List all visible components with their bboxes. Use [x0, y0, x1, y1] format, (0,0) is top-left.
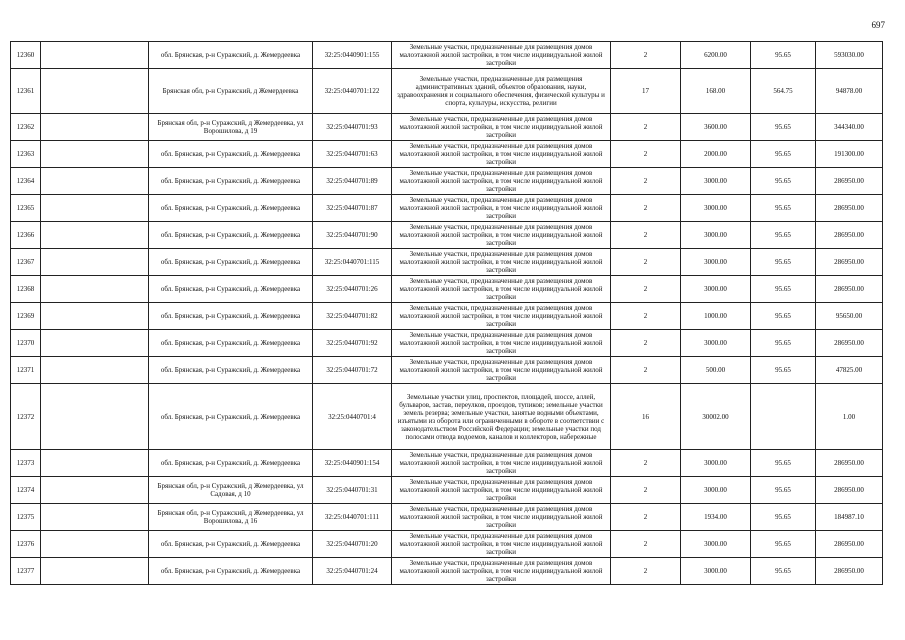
row-id-cell: 12374 [11, 477, 41, 504]
group-cell: 2 [611, 141, 681, 168]
land-use-cell: Земельные участки улиц, проспектов, площадей, шоссе, аллей, бульваров, застав, переулков, проездов, тупиков; земельные участки земель резерва; земельные участки, занятые водными объектами, изъятыми из оборота или ограниченными в обороте в соответствии с законодательством Российской Федерации; земельные участки под полосами отвода водоемов, каналов и коллекторов, набережные [392, 384, 611, 450]
table-row [11, 141, 883, 168]
area-cell: 6200.00 [681, 42, 751, 69]
area-cell: 3000.00 [681, 168, 751, 195]
address-cell: обл. Брянская, р-н Суражский, д. Жемердеевка [149, 531, 313, 558]
area-cell: 3000.00 [681, 450, 751, 477]
address-cell: Брянская обл, р-н Суражский, д Жемердеевка, ул Садовая, д 10 [149, 477, 313, 504]
cadastral-value-cell: 286950.00 [816, 222, 883, 249]
specific-value-cell: 95.65 [751, 249, 816, 276]
cadastral-value-cell: 286950.00 [816, 477, 883, 504]
area-cell: 1000.00 [681, 303, 751, 330]
area-cell: 3000.00 [681, 558, 751, 585]
blank-cell [41, 69, 149, 114]
address-cell: обл. Брянская, р-н Суражский, д. Жемердеевка [149, 384, 313, 450]
address-cell: обл. Брянская, р-н Суражский, д. Жемердеевка [149, 303, 313, 330]
row-id-cell: 12377 [11, 558, 41, 585]
row-id-cell: 12375 [11, 504, 41, 531]
row-id-cell: 12361 [11, 69, 41, 114]
cadastral-number-cell: 32:25:0440701:4 [313, 384, 392, 450]
land-use-cell: Земельные участки, предназначенные для размещения домов малоэтажной жилой застройки, в том числе индивидуальной жилой застройки [392, 195, 611, 222]
area-cell: 3000.00 [681, 276, 751, 303]
group-cell: 2 [611, 249, 681, 276]
address-cell: обл. Брянская, р-н Суражский, д. Жемердеевка [149, 222, 313, 249]
blank-cell [41, 504, 149, 531]
land-use-cell: Земельные участки, предназначенные для размещения домов малоэтажной жилой застройки, в том числе индивидуальной жилой застройки [392, 558, 611, 585]
land-use-cell: Земельные участки, предназначенные для размещения домов малоэтажной жилой застройки, в том числе индивидуальной жилой застройки [392, 330, 611, 357]
specific-value-cell: 95.65 [751, 357, 816, 384]
group-cell: 2 [611, 168, 681, 195]
specific-value-cell: 95.65 [751, 303, 816, 330]
blank-cell [41, 195, 149, 222]
group-cell: 2 [611, 450, 681, 477]
cadastral-value-cell: 94878.00 [816, 69, 883, 114]
cadastral-value-cell: 286950.00 [816, 450, 883, 477]
cadastral-number-cell: 32:25:0440701:90 [313, 222, 392, 249]
blank-cell [41, 276, 149, 303]
cadastral-number-cell: 32:25:0440701:26 [313, 276, 392, 303]
table-body [11, 42, 883, 585]
address-cell: обл. Брянская, р-н Суражский, д. Жемердеевка [149, 195, 313, 222]
area-cell: 3000.00 [681, 531, 751, 558]
area-cell: 500.00 [681, 357, 751, 384]
cadastral-value-cell: 47825.00 [816, 357, 883, 384]
blank-cell [41, 477, 149, 504]
land-use-cell: Земельные участки, предназначенные для размещения домов малоэтажной жилой застройки, в том числе индивидуальной жилой застройки [392, 357, 611, 384]
address-cell: обл. Брянская, р-н Суражский, д. Жемердеевка [149, 330, 313, 357]
blank-cell [41, 450, 149, 477]
table-row [11, 69, 883, 114]
address-cell: обл. Брянская, р-н Суражский, д. Жемердеевка [149, 276, 313, 303]
table-row [11, 558, 883, 585]
table-row [11, 303, 883, 330]
cadastral-value-cell: 286950.00 [816, 168, 883, 195]
blank-cell [41, 531, 149, 558]
land-use-cell: Земельные участки, предназначенные для размещения домов малоэтажной жилой застройки, в том числе индивидуальной жилой застройки [392, 168, 611, 195]
cadastral-number-cell: 32:25:0440701:115 [313, 249, 392, 276]
cadastral-value-cell: 286950.00 [816, 558, 883, 585]
cadastral-number-cell: 32:25:0440901:154 [313, 450, 392, 477]
group-cell: 16 [611, 384, 681, 450]
table-row [11, 42, 883, 69]
table-row [11, 330, 883, 357]
group-cell: 2 [611, 276, 681, 303]
cadastral-value-cell: 286950.00 [816, 276, 883, 303]
table-row [11, 384, 883, 450]
specific-value-cell [751, 384, 816, 450]
cadastral-value-cell: 95650.00 [816, 303, 883, 330]
cadastral-number-cell: 32:25:0440701:122 [313, 69, 392, 114]
land-use-cell: Земельные участки, предназначенные для размещения домов малоэтажной жилой застройки, в том числе индивидуальной жилой застройки [392, 42, 611, 69]
specific-value-cell: 95.65 [751, 114, 816, 141]
cadastral-value-cell: 286950.00 [816, 330, 883, 357]
group-cell: 2 [611, 504, 681, 531]
cadastral-number-cell: 32:25:0440701:89 [313, 168, 392, 195]
blank-cell [41, 330, 149, 357]
table-row [11, 114, 883, 141]
specific-value-cell: 95.65 [751, 477, 816, 504]
cadastral-number-cell: 32:25:0440701:24 [313, 558, 392, 585]
cadastral-number-cell: 32:25:0440701:82 [313, 303, 392, 330]
table-row [11, 357, 883, 384]
cadastral-value-cell: 593030.00 [816, 42, 883, 69]
row-id-cell: 12363 [11, 141, 41, 168]
address-cell: обл. Брянская, р-н Суражский, д. Жемердеевка [149, 357, 313, 384]
group-cell: 2 [611, 114, 681, 141]
group-cell: 2 [611, 222, 681, 249]
row-id-cell: 12367 [11, 249, 41, 276]
land-use-cell: Земельные участки, предназначенные для размещения административных зданий, объектов образования, науки, здравоохранения и социального обеспечения, физической культуры и спорта, культуры, искусства, религии [392, 69, 611, 114]
blank-cell [41, 168, 149, 195]
blank-cell [41, 384, 149, 450]
land-use-cell: Земельные участки, предназначенные для размещения домов малоэтажной жилой застройки, в том числе индивидуальной жилой застройки [392, 531, 611, 558]
land-use-cell: Земельные участки, предназначенные для размещения домов малоэтажной жилой застройки, в том числе индивидуальной жилой застройки [392, 303, 611, 330]
row-id-cell: 12362 [11, 114, 41, 141]
blank-cell [41, 141, 149, 168]
group-cell: 2 [611, 477, 681, 504]
row-id-cell: 12360 [11, 42, 41, 69]
address-cell: Брянская обл, р-н Суражский, д Жемердеевка, ул Ворошилова, д 16 [149, 504, 313, 531]
blank-cell [41, 558, 149, 585]
blank-cell [41, 114, 149, 141]
area-cell: 3000.00 [681, 249, 751, 276]
address-cell: обл. Брянская, р-н Суражский, д. Жемердеевка [149, 168, 313, 195]
group-cell: 2 [611, 303, 681, 330]
group-cell: 2 [611, 330, 681, 357]
group-cell: 2 [611, 531, 681, 558]
specific-value-cell: 95.65 [751, 42, 816, 69]
row-id-cell: 12368 [11, 276, 41, 303]
specific-value-cell: 95.65 [751, 168, 816, 195]
cadastral-value-cell: 184987.10 [816, 504, 883, 531]
cadastral-number-cell: 32:25:0440701:72 [313, 357, 392, 384]
cadastral-value-cell: 286950.00 [816, 249, 883, 276]
table-row [11, 222, 883, 249]
area-cell: 1934.00 [681, 504, 751, 531]
cadastral-number-cell: 32:25:0440701:20 [313, 531, 392, 558]
blank-cell [41, 249, 149, 276]
specific-value-cell: 95.65 [751, 450, 816, 477]
specific-value-cell: 95.65 [751, 558, 816, 585]
area-cell: 3000.00 [681, 222, 751, 249]
row-id-cell: 12369 [11, 303, 41, 330]
specific-value-cell: 95.65 [751, 330, 816, 357]
table-row [11, 276, 883, 303]
row-id-cell: 12376 [11, 531, 41, 558]
group-cell: 2 [611, 195, 681, 222]
blank-cell [41, 42, 149, 69]
land-use-cell: Земельные участки, предназначенные для размещения домов малоэтажной жилой застройки, в том числе индивидуальной жилой застройки [392, 477, 611, 504]
area-cell: 3000.00 [681, 195, 751, 222]
table-row [11, 249, 883, 276]
area-cell: 2000.00 [681, 141, 751, 168]
specific-value-cell: 95.65 [751, 504, 816, 531]
group-cell: 2 [611, 558, 681, 585]
table-row [11, 450, 883, 477]
cadastral-number-cell: 32:25:0440701:63 [313, 141, 392, 168]
blank-cell [41, 222, 149, 249]
blank-cell [41, 303, 149, 330]
land-use-cell: Земельные участки, предназначенные для размещения домов малоэтажной жилой застройки, в том числе индивидуальной жилой застройки [392, 114, 611, 141]
cadastral-value-table [10, 41, 883, 585]
cadastral-number-cell: 32:25:0440701:87 [313, 195, 392, 222]
area-cell: 168.00 [681, 69, 751, 114]
blank-cell [41, 357, 149, 384]
specific-value-cell: 95.65 [751, 195, 816, 222]
land-use-cell: Земельные участки, предназначенные для размещения домов малоэтажной жилой застройки, в том числе индивидуальной жилой застройки [392, 276, 611, 303]
address-cell: обл. Брянская, р-н Суражский, д. Жемердеевка [149, 558, 313, 585]
address-cell: обл. Брянская, р-н Суражский, д. Жемердеевка [149, 249, 313, 276]
cadastral-number-cell: 32:25:0440901:155 [313, 42, 392, 69]
table-row [11, 531, 883, 558]
row-id-cell: 12364 [11, 168, 41, 195]
specific-value-cell: 95.65 [751, 276, 816, 303]
row-id-cell: 12373 [11, 450, 41, 477]
area-cell: 30002.00 [681, 384, 751, 450]
land-use-cell: Земельные участки, предназначенные для размещения домов малоэтажной жилой застройки, в том числе индивидуальной жилой застройки [392, 222, 611, 249]
address-cell: обл. Брянская, р-н Суражский, д. Жемердеевка [149, 42, 313, 69]
table-row [11, 168, 883, 195]
page-number: 697 [871, 20, 885, 30]
land-use-cell: Земельные участки, предназначенные для размещения домов малоэтажной жилой застройки, в том числе индивидуальной жилой застройки [392, 249, 611, 276]
address-cell: Брянская обл, р-н Суражский, д Жемердеевка, ул Ворошилова, д 19 [149, 114, 313, 141]
row-id-cell: 12366 [11, 222, 41, 249]
group-cell: 2 [611, 42, 681, 69]
row-id-cell: 12365 [11, 195, 41, 222]
area-cell: 3600.00 [681, 114, 751, 141]
specific-value-cell: 95.65 [751, 222, 816, 249]
cadastral-value-cell: 286950.00 [816, 195, 883, 222]
table-row [11, 504, 883, 531]
cadastral-value-cell: 191300.00 [816, 141, 883, 168]
address-cell: обл. Брянская, р-н Суражский, д. Жемердеевка [149, 141, 313, 168]
address-cell: обл. Брянская, р-н Суражский, д. Жемердеевка [149, 450, 313, 477]
row-id-cell: 12370 [11, 330, 41, 357]
cadastral-number-cell: 32:25:0440701:93 [313, 114, 392, 141]
cadastral-number-cell: 32:25:0440701:111 [313, 504, 392, 531]
cadastral-number-cell: 32:25:0440701:92 [313, 330, 392, 357]
cadastral-number-cell: 32:25:0440701:31 [313, 477, 392, 504]
cadastral-value-cell: 286950.00 [816, 531, 883, 558]
group-cell: 2 [611, 357, 681, 384]
land-use-cell: Земельные участки, предназначенные для размещения домов малоэтажной жилой застройки, в том числе индивидуальной жилой застройки [392, 450, 611, 477]
land-use-cell: Земельные участки, предназначенные для размещения домов малоэтажной жилой застройки, в том числе индивидуальной жилой застройки [392, 141, 611, 168]
cadastral-value-cell: 1.00 [816, 384, 883, 450]
cadastral-value-cell: 344340.00 [816, 114, 883, 141]
address-cell: Брянская обл, р-н Суражский, д Жемердеевка [149, 69, 313, 114]
table-row [11, 195, 883, 222]
table-row [11, 477, 883, 504]
area-cell: 3000.00 [681, 330, 751, 357]
row-id-cell: 12371 [11, 357, 41, 384]
group-cell: 17 [611, 69, 681, 114]
specific-value-cell: 564.75 [751, 69, 816, 114]
specific-value-cell: 95.65 [751, 141, 816, 168]
row-id-cell: 12372 [11, 384, 41, 450]
land-use-cell: Земельные участки, предназначенные для размещения домов малоэтажной жилой застройки, в том числе индивидуальной жилой застройки [392, 504, 611, 531]
area-cell: 3000.00 [681, 477, 751, 504]
specific-value-cell: 95.65 [751, 531, 816, 558]
